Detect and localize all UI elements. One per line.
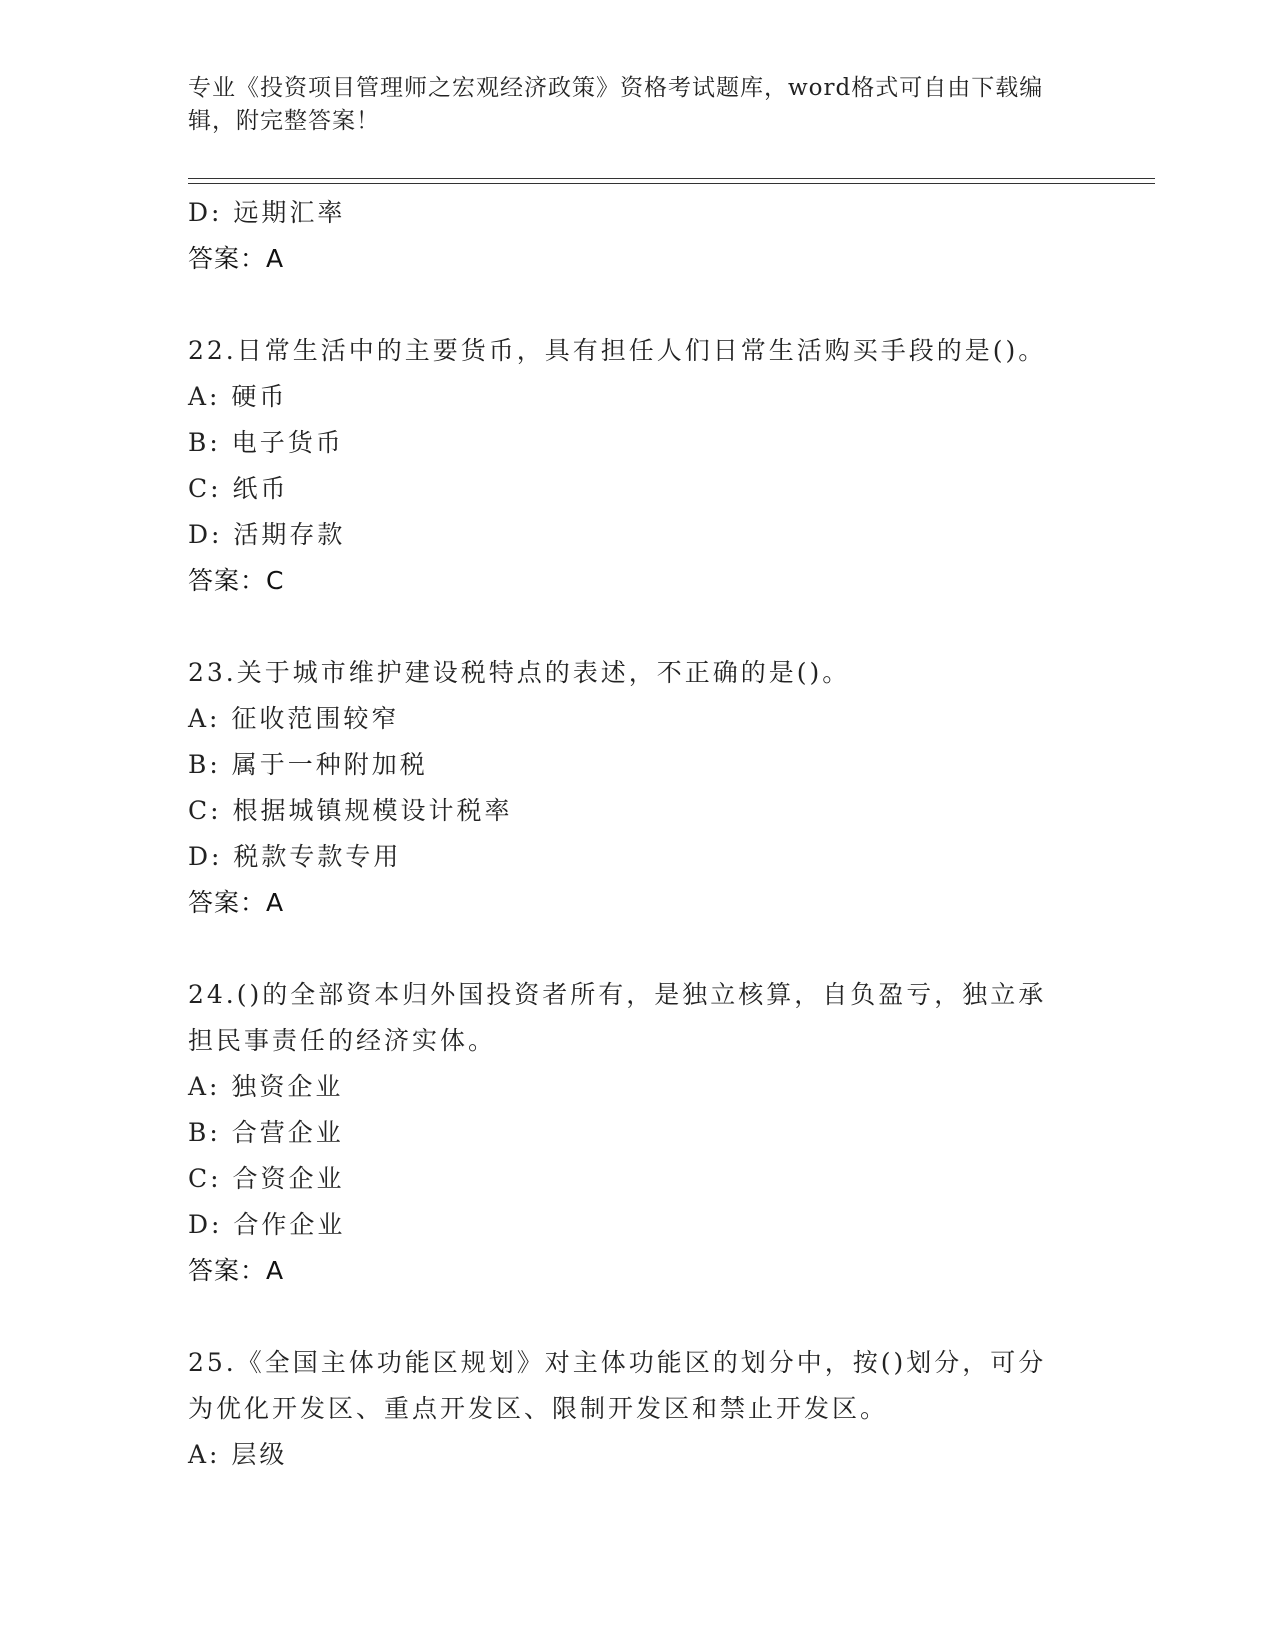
question-stem: 25.《全国主体功能区规划》对主体功能区的划分中，按()划分，可分为优化开发区、重点开发区、限制开发区和禁止开发区。 xyxy=(188,1348,1047,1423)
spacer xyxy=(188,1294,1088,1340)
answer-label: 答案：A xyxy=(188,244,285,273)
option-a: A: 硬币 xyxy=(188,382,288,411)
option-a: A: 独资企业 xyxy=(188,1072,344,1101)
question-23 xyxy=(188,650,1088,926)
question-stem: 24.()的全部资本归外国投资者所有，是独立核算，自负盈亏，独立承担民事责任的经济实体。 xyxy=(188,980,1047,1055)
option-c: C: 合资企业 xyxy=(188,1164,345,1193)
question-24 xyxy=(188,972,1088,1294)
question-stem: 22.日常生活中的主要货币，具有担任人们日常生活购买手段的是()。 xyxy=(188,336,1047,365)
option-d: D: 远期汇率 xyxy=(188,198,346,227)
question-25 xyxy=(188,1340,1088,1478)
option-d: D: 税款专款专用 xyxy=(188,842,402,871)
question-stem: 23.关于城市维护建设税特点的表述，不正确的是()。 xyxy=(188,658,851,687)
option-b: B: 合营企业 xyxy=(188,1118,344,1147)
option-a: A: 征收范围较窄 xyxy=(188,704,400,733)
spacer xyxy=(188,604,1088,650)
question-list xyxy=(188,190,1088,1478)
option-d: D: 合作企业 xyxy=(188,1210,346,1239)
spacer xyxy=(188,282,1088,328)
document-header: 专业《投资项目管理师之宏观经济政策》资格考试题库，word格式可自由下载编辑，附完整答案！ xyxy=(188,75,1044,134)
answer-label: 答案：C xyxy=(188,566,285,595)
option-c: C: 根据城镇规模设计税率 xyxy=(188,796,513,825)
option-b: B: 属于一种附加税 xyxy=(188,750,428,779)
option-c: C: 纸币 xyxy=(188,474,289,503)
header-divider xyxy=(188,178,1155,184)
option-a: A: 层级 xyxy=(188,1440,288,1469)
option-d: D: 活期存款 xyxy=(188,520,346,549)
answer-label: 答案：A xyxy=(188,1256,285,1285)
question-22 xyxy=(188,328,1088,604)
option-b: B: 电子货币 xyxy=(188,428,344,457)
answer-label: 答案：A xyxy=(188,888,285,917)
spacer xyxy=(188,926,1088,972)
